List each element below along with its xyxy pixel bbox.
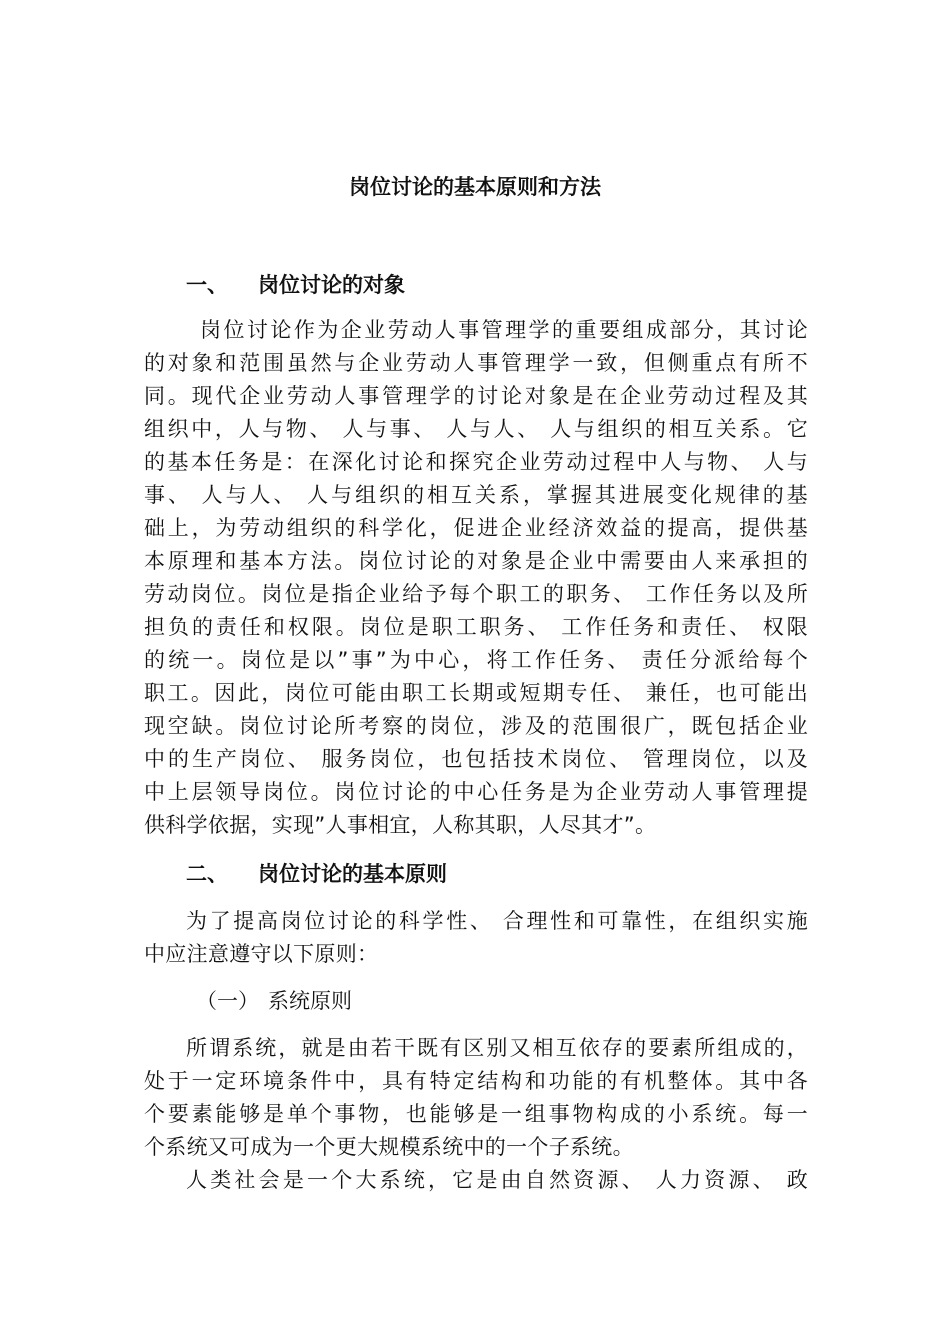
body-line: 本原理和基本方法。岗位讨论的对象是企业中需要由人来承担的 — [144, 549, 808, 573]
body-line: 中应注意遵守以下原则： — [144, 942, 379, 966]
body-line: 所谓系统，就是由若干既有区别又相互依存的要素所组成的， — [186, 1036, 808, 1060]
body-line: 供科学依据，实现”人事相宜，人称其职，人尽其才”。 — [144, 813, 657, 837]
subsection-heading-1 — [196, 986, 352, 1016]
document-title: 岗位讨论的基本原则和方法 — [349, 175, 601, 199]
body-line: 础上，为劳动组织的科学化，促进企业经济效益的提高，提供基 — [144, 516, 808, 540]
body-line: 劳动岗位。岗位是指企业给予每个职工的职务、 工作任务以及所 — [144, 582, 808, 606]
section-title-2: 岗位讨论的基本原则 — [258, 862, 447, 886]
body-line: 组织中，人与物、 人与事、 人与人、 人与组织的相互关系。它 — [144, 417, 808, 441]
system-principle-paragraph — [144, 1032, 808, 1164]
section-number-1: 一、 — [186, 273, 228, 297]
body-line: 个系统又可成为一个更大规模系统中的一个子系统。 — [144, 1135, 634, 1159]
section-number-2: 二、 — [186, 862, 228, 886]
subsection-number-1: （一） — [196, 989, 259, 1013]
body-line: 人类社会是一个大系统，它是由自然资源、 人力资源、 政 — [186, 1168, 808, 1192]
body-line: 职工。因此，岗位可能由职工长期或短期专任、 兼任，也可能出 — [144, 681, 808, 705]
section-heading-2 — [186, 859, 447, 889]
body-line: 岗位讨论作为企业劳动人事管理学的重要组成部分，其讨论 — [200, 318, 808, 342]
body-line: 处于一定环境条件中，具有特定结构和功能的有机整体。其中各 — [144, 1069, 808, 1093]
body-line: 同。现代企业劳动人事管理学的讨论对象是在企业劳动过程及其 — [144, 384, 808, 408]
body-line: 中上层领导岗位。岗位讨论的中心任务是为企业劳动人事管理提 — [144, 780, 808, 804]
body-line: 的对象和范围虽然与企业劳动人事管理学一致，但侧重点有所不 — [144, 351, 808, 375]
body-line: 现空缺。岗位讨论所考察的岗位，涉及的范围很广，既包括企业 — [144, 714, 808, 738]
body-line: 担负的责任和权限。岗位是职工职务、 工作任务和责任、 权限 — [144, 615, 808, 639]
section-title-1: 岗位讨论的对象 — [258, 273, 405, 297]
body-line: 事、 人与人、 人与组织的相互关系，掌握其进展变化规律的基 — [144, 483, 808, 507]
body-line: 的统一。岗位是以”事”为中心，将工作任务、 责任分派给每个 — [144, 648, 808, 672]
section-heading-1 — [186, 270, 405, 300]
subsection-title-1: 系统原则 — [268, 989, 352, 1013]
section-1-body — [144, 314, 808, 842]
body-line: 为了提高岗位讨论的科学性、 合理性和可靠性，在组织实施 — [186, 909, 808, 933]
body-line: 个要素能够是单个事物，也能够是一组事物构成的小系统。每一 — [144, 1102, 808, 1126]
body-line: 的基本任务是：在深化讨论和探究企业劳动过程中人与物、 人与 — [144, 450, 808, 474]
body-line: 中的生产岗位、 服务岗位，也包括技术岗位、 管理岗位，以及 — [144, 747, 808, 771]
human-society-paragraph — [144, 1164, 808, 1197]
section-2-intro — [144, 905, 808, 971]
